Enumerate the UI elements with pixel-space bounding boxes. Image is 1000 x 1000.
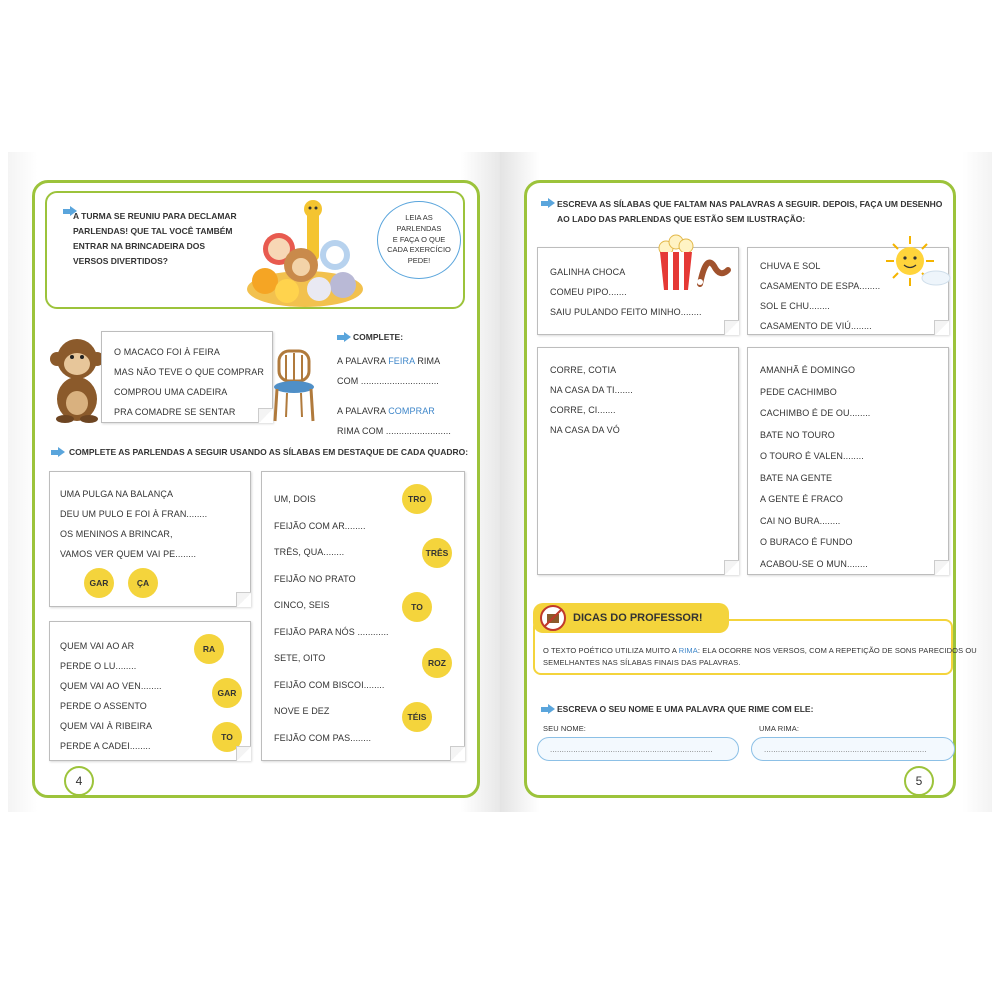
poem-line: QUEM VAI AO AR: [60, 641, 135, 651]
poem-line: GALINHA CHOCA: [550, 267, 626, 277]
page-number: 5: [904, 766, 934, 796]
poem-line: BATE NA GENTE: [760, 472, 833, 483]
right-page-frame: [524, 180, 977, 798]
monkey-illustration: [45, 333, 109, 423]
parlenda-box-chuva: [747, 247, 949, 335]
rhyme-label: UMA RIMA:: [759, 724, 800, 733]
name-instruction: ESCREVA O SEU NOME E UMA PALAVRA QUE RIME COM ELE:: [557, 704, 814, 714]
intro-box: [45, 191, 465, 309]
sun-illustration: [882, 234, 952, 292]
intro-text: A TURMA SE REUNIU PARA DECLAMAR PARLENDAS! QUE TAL VOCÊ TAMBÉM ENTRAR NA BRINCADEIRA DOS VERSOS DIVERTIDOS?: [73, 211, 237, 266]
poem-line: ACABOU-SE O MUN........: [760, 558, 868, 569]
poem-line: CORRE, CI.......: [550, 405, 616, 415]
poem-line: O BURACO É FUNDO: [760, 537, 853, 547]
complete-exercise: A PALAVRA FEIRA RIMA COM .............................. A PALAVRA COMPRAR RIMA COM .........................: [337, 356, 451, 436]
poem-line: QUEM VAI AO VEN........: [60, 681, 162, 691]
page-number: 4: [64, 766, 94, 796]
arrow-icon: [51, 448, 65, 457]
parlenda-box-quem-vai: [49, 621, 251, 761]
poem-line: A GENTE É FRACO: [760, 494, 844, 504]
poem-line: QUEM VAI À RIBEIRA: [60, 721, 153, 731]
poem-line: BATE NO TOURO: [760, 429, 835, 440]
poem-line: COMPROU UMA CADEIRA: [114, 387, 228, 397]
poem-line: CASAMENTO DE ESPA........: [760, 281, 881, 291]
name-field[interactable]: ......................................................................: [537, 737, 739, 761]
poem-line: NA CASA DA TI.......: [550, 385, 633, 395]
complete-title: COMPLETE:: [353, 332, 404, 342]
syllable-badge: ROZ: [422, 648, 452, 678]
rhyme-field[interactable]: ......................................................................: [751, 737, 955, 761]
poem-line: OS MENINOS A BRINCAR,: [60, 529, 173, 539]
poem-line: CINCO, SEIS: [274, 600, 330, 610]
poem-line: CASAMENTO DE VIÚ........: [760, 321, 872, 331]
poem-line: PERDE O ASSENTO: [60, 701, 147, 711]
poem-line: TRÊS, QUA........: [274, 547, 345, 557]
poem-line: VAMOS VER QUEM VAI PE........: [60, 549, 197, 559]
poem-line: CACHIMBO É DE OU........: [760, 408, 871, 418]
syllable-badge: TRO: [402, 484, 432, 514]
parlenda-box-amanha: [747, 347, 949, 575]
right-page: [500, 152, 992, 812]
animals-illustration: [243, 199, 367, 309]
chair-illustration: [271, 347, 317, 423]
poem-line: FEIJÃO COM BISCOI........: [274, 679, 385, 690]
syllable-badge: TÉIS: [402, 702, 432, 732]
poem-line: FEIJÃO COM PAS........: [274, 732, 372, 743]
syllable-badge: GAR: [212, 678, 242, 708]
teacher-tips-box: O TEXTO POÉTICO UTILIZA MUITO A RIMA: ELA OCORRE NOS VERSOS, COM A REPETIÇÃO DE SONS PARECIDOS OU SEMELHANTES NAS SÍLABAS FINAIS DAS PALAVRAS.: [533, 619, 953, 675]
section-title: COMPLETE AS PARLENDAS A SEGUIR USANDO AS SÍLABAS EM DESTAQUE DE CADA QUADRO:: [69, 447, 469, 457]
parlenda-box-feijao: [261, 471, 465, 761]
poem-line: UM, DOIS: [274, 494, 316, 504]
macaco-poem-box: [101, 331, 273, 423]
poem-line: CAI NO BURA........: [760, 515, 841, 526]
syllable-badge: TRÊS: [422, 538, 452, 568]
poem-line: CORRE, COTIA: [550, 365, 617, 375]
poem-line: AMANHÃ É DOMINGO: [760, 365, 856, 375]
poem-line: COMEU PIPO.......: [550, 287, 627, 297]
parlenda-box-pulga: [49, 471, 251, 607]
parlenda-box-galinha: [537, 247, 739, 335]
popcorn-illustration: [656, 234, 732, 296]
poem-line: SOL E CHU........: [760, 301, 830, 311]
syllable-badge: RA: [194, 634, 224, 664]
teacher-tips-header: DICAS DO PROFESSOR!: [533, 603, 729, 633]
arrow-icon: [337, 333, 351, 342]
poem-line: CHUVA E SOL: [760, 261, 821, 271]
speech-bubble: LEIA AS PARLENDAS E FAÇA O QUE CADA EXERCÍCIO PEDE!: [377, 201, 461, 279]
teacher-tips-icon: [539, 603, 567, 633]
poem-line: FEIJÃO COM AR........: [274, 520, 366, 531]
syllable-badge: TO: [402, 592, 432, 622]
poem-line: DEU UM PULO E FOI À FRAN........: [60, 509, 208, 519]
name-label: SEU NOME:: [543, 724, 586, 733]
poem-line: O MACACO FOI À FEIRA: [114, 347, 221, 357]
arrow-icon: [541, 705, 555, 714]
syllable-badge: GAR: [84, 568, 114, 598]
open-book: [8, 152, 992, 812]
instruction-text: ESCREVA AS SÍLABAS QUE FALTAM NAS PALAVRAS A SEGUIR. DEPOIS, FAÇA UM DESENHO AO LADO DAS PARLENDAS QUE ESTÃO SEM ILUSTRAÇÃO:: [557, 199, 943, 224]
left-page-frame: [32, 180, 480, 798]
poem-line: NA CASA DA VÓ: [550, 425, 620, 435]
parlenda-box-corre: [537, 347, 739, 575]
poem-line: FEIJÃO PARA NÓS ............: [274, 626, 389, 637]
poem-line: PEDE CACHIMBO: [760, 386, 837, 397]
poem-line: MAS NÃO TEVE O QUE COMPRAR: [114, 367, 264, 377]
poem-line: SETE, OITO: [274, 653, 326, 663]
syllable-badge: TO: [212, 722, 242, 752]
poem-line: O TOURO É VALEN........: [760, 451, 864, 461]
poem-line: PRA COMADRE SE SENTAR: [114, 407, 236, 417]
poem-line: SAIU PULANDO FEITO MINHO........: [550, 307, 702, 317]
poem-line: PERDE A CADEI........: [60, 741, 151, 751]
syllable-badge: ÇA: [128, 568, 158, 598]
poem-line: UMA PULGA NA BALANÇA: [60, 489, 174, 499]
poem-line: FEIJÃO NO PRATO: [274, 573, 356, 584]
left-page: [8, 152, 500, 812]
poem-line: PERDE O LU........: [60, 661, 137, 671]
arrow-icon: [541, 199, 555, 208]
poem-line: NOVE E DEZ: [274, 706, 330, 716]
